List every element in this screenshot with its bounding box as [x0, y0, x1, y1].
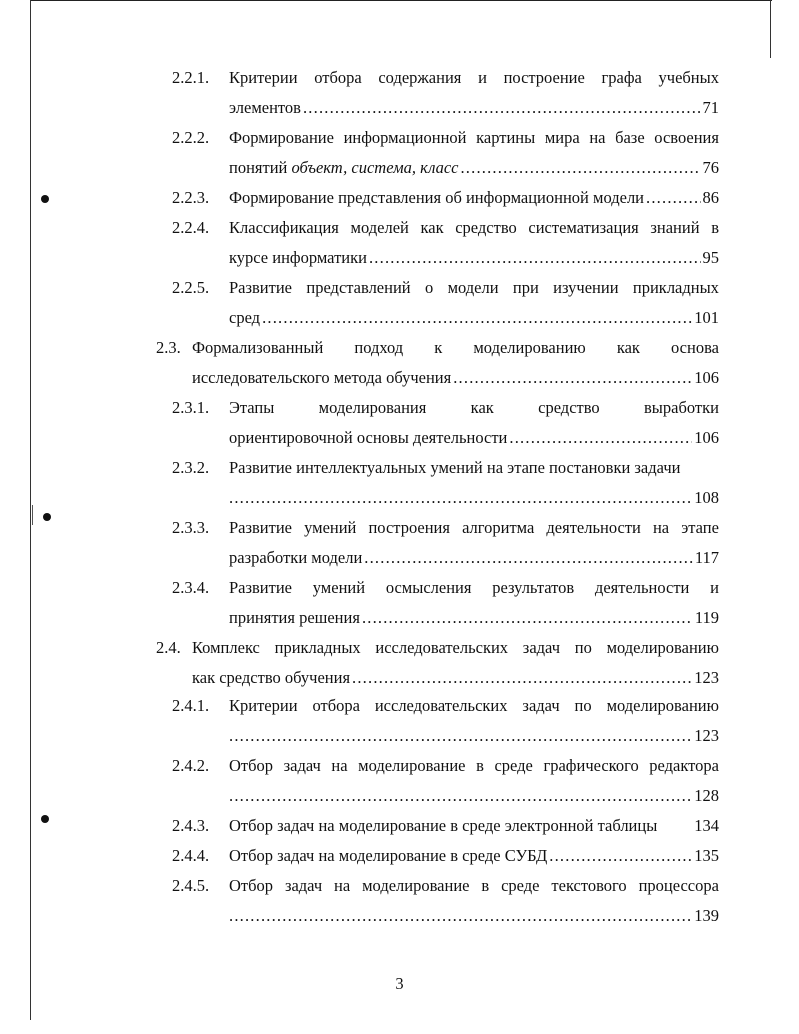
toc-page-number: 117	[694, 548, 719, 567]
toc-entry-number: 2.3.4.	[172, 578, 210, 597]
scan-edge-right	[770, 0, 771, 58]
toc-entry-leader-line: Отбор задач на моделирование в среде электронной таблицы 134	[229, 816, 719, 835]
toc-entry-number: 2.4.2.	[172, 756, 210, 775]
toc-entry-leader-line: ориентировочной основы деятельности ..... 106	[229, 428, 719, 448]
toc-section-title-line: Формализованный подход к моделированию как основа	[192, 338, 719, 357]
page-number: 3	[395, 974, 404, 993]
toc-entry-number: 2.4.1.	[172, 696, 210, 715]
toc-entry-title-line: Развитие умений построения алгоритма деятельности на этапе	[229, 518, 719, 537]
toc-page-number: 71	[702, 98, 719, 117]
toc-page-number: 86	[702, 188, 719, 207]
toc-section-leader-line: исследовательского метода обучения ..... 106	[192, 368, 719, 388]
toc-entry-number: 2.3.1.	[172, 398, 210, 417]
toc-section-leader-line: как средство обучения ..... 123	[192, 668, 719, 688]
toc-entry-leader-line: понятий объект, система, класс ..... 76	[229, 158, 719, 178]
toc-section-number: 2.4.	[156, 638, 181, 657]
toc-entry-title-line: Отбор задач на моделирование в среде текстового процессора	[229, 876, 719, 895]
toc-page-number: 128	[694, 786, 719, 805]
toc-entry-number: 2.3.2.	[172, 458, 210, 477]
punch-hole-mark	[41, 195, 49, 203]
toc-entry-number: 2.2.4.	[172, 218, 210, 237]
toc-entry-leader-line	[229, 726, 719, 746]
toc-entry-leader-line: курсе информатики ..... 95	[229, 248, 719, 268]
toc-entry-leader-line	[229, 906, 719, 926]
toc-entry-title-line: Развитие интеллектуальных умений на этапе постановки задачи	[229, 458, 681, 477]
toc-entry-leader-line	[229, 488, 719, 508]
toc-entry-leader-line: сред ..... 101	[229, 308, 719, 328]
toc-page-number: 139	[694, 906, 719, 925]
toc-section-number: 2.3.	[156, 338, 181, 357]
toc-entry-leader-line	[229, 786, 719, 806]
toc-entry-number: 2.2.2.	[172, 128, 210, 147]
toc-entry-leader-line: элементов ..... 71	[229, 98, 719, 118]
toc-page-number: 101	[694, 308, 719, 327]
toc-entry-leader-line: Отбор задач на моделирование в среде СУБД ..... 135	[229, 846, 719, 866]
toc-entry-title-line: Отбор задач на моделирование в среде графического редактора	[229, 756, 719, 775]
toc-entry-title-line: Развитие представлений о модели при изучении прикладных	[229, 278, 719, 297]
toc-section-title-line: Комплекс прикладных исследовательских задач по моделированию	[192, 638, 719, 657]
scan-edge-left	[30, 0, 31, 1020]
toc-entry-number: 2.3.3.	[172, 518, 210, 537]
toc-entry-title-line: Этапы моделирования как средство выработки	[229, 398, 719, 417]
toc-entry-title-line: Формирование информационной картины мира на базе освоения	[229, 128, 719, 147]
punch-hole-mark	[43, 513, 51, 521]
toc-page-number: 123	[694, 726, 719, 745]
toc-entry-number: 2.2.3.	[172, 188, 210, 207]
toc-entry-title-line: Критерии отбора содержания и построение графа учебных	[229, 68, 719, 87]
toc-page-number: 106	[694, 428, 719, 447]
toc-entry-title-line: Развитие умений осмысления результатов деятельности и	[229, 578, 719, 597]
toc-entry-title-line: Классификация моделей как средство систематизация знаний в	[229, 218, 719, 237]
toc-page-number: 119	[694, 608, 719, 627]
toc-entry-number: 2.2.1.	[172, 68, 210, 87]
punch-hole-mark	[41, 815, 49, 823]
toc-page-number: 135	[694, 846, 719, 865]
toc-entry-number: 2.4.5.	[172, 876, 210, 895]
scan-edge-top	[30, 0, 772, 1]
toc-page-number: 106	[694, 368, 719, 387]
toc-page-number: 76	[702, 158, 719, 177]
toc-page-number: 108	[694, 488, 719, 507]
scan-edge-mark	[32, 505, 33, 525]
toc-page-number: 123	[694, 668, 719, 687]
toc-entry-number: 2.2.5.	[172, 278, 210, 297]
toc-page-number: 95	[702, 248, 719, 267]
toc-entry-number: 2.4.3.	[172, 816, 210, 835]
toc-entry-number: 2.4.4.	[172, 846, 210, 865]
toc-entry-leader-line: принятия решения ..... 119	[229, 608, 719, 628]
toc-entry-leader-line: Формирование представления об информационной модели ..... 86	[229, 188, 719, 208]
toc-page-number: 134	[694, 816, 719, 835]
toc-entry-title-line: Критерии отбора исследовательских задач по моделированию	[229, 696, 719, 715]
toc-entry-leader-line: разработки модели ..... 117	[229, 548, 719, 568]
